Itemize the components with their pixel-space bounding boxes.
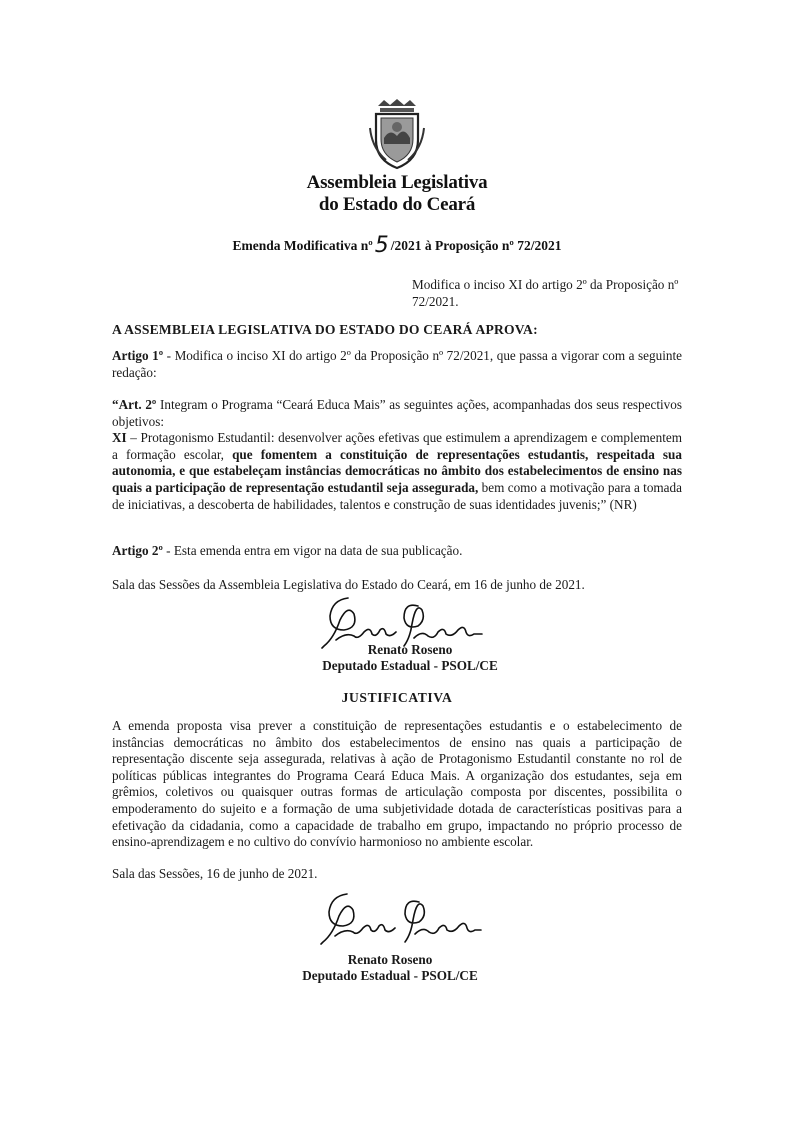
- signer-role-2: Deputado Estadual - PSOL/CE: [302, 968, 478, 983]
- institution-name-line2: do Estado do Ceará: [318, 194, 476, 215]
- amendment-title: [0, 233, 794, 258]
- signer-name-1: Renato Roseno: [367, 642, 453, 657]
- ementa: Modifica o inciso XI do artigo 2º da Proposição nº 72/2021.: [412, 277, 679, 309]
- title-suffix: /2021 à Proposição nº 72/2021: [390, 238, 562, 253]
- approval-heading: A ASSEMBLEIA LEGISLATIVA DO ESTADO DO CEARÁ APROVA:: [112, 322, 538, 337]
- title-prefix: Emenda Modificativa nº: [232, 238, 373, 253]
- article-2: [112, 543, 682, 560]
- signature-2: [315, 888, 485, 950]
- session-date-1: Sala das Sessões da Assembleia Legislativa do Estado do Ceará, em 16 de junho de 2021.: [112, 577, 585, 592]
- session-date-2: Sala das Sessões, 16 de junho de 2021.: [112, 866, 318, 881]
- signer-name-2: Renato Roseno: [347, 952, 433, 967]
- article-1: [112, 348, 682, 381]
- signer-role-1: Deputado Estadual - PSOL/CE: [322, 658, 498, 673]
- coat-of-arms-icon: [366, 98, 428, 170]
- justification-text: A emenda proposta visa prever a constituição de representações estudantis e o estabelecimento de instâncias democráticas no âmbito dos estabelecimentos de ensino nas quais a participação de representação discente seja assegurada, relativas à ação de Protagonismo Estudantil constante no rol de políticas públicas integrantes do Programa Ceará Educa Mais. A organização dos estudantes, seja em grêmios, coletivos ou quaisquer outras formas de articulação composta por discentes, possibilita o empoderamento do sujeito e a formação de uma subjetividade dotada de características positivas para a efetivação da cidadania, como a capacidade de trabalho em grupo, impactando no próprio processo de ensino-aprendizagem e no cultivo do convívio harmonioso no ambiente escolar.: [112, 718, 682, 850]
- justification-heading: JUSTIFICATIVA: [341, 690, 453, 705]
- amended-text-quote: [112, 397, 682, 513]
- quote-art-label: “Art. 2º: [112, 397, 157, 412]
- institution-name-line1: Assembleia Legislativa: [306, 172, 488, 193]
- article-1-text: - Modifica o inciso XI do artigo 2º da Proposição nº 72/2021, que passa a vigorar com a seguinte redação:: [112, 348, 682, 380]
- quote-art-text: Integram o Programa “Ceará Educa Mais” as seguintes ações, acompanhadas dos seus respectivos objetivos:: [112, 397, 682, 429]
- article-1-label: Artigo 1º: [112, 348, 164, 363]
- amendment-number: 5: [374, 233, 389, 258]
- article-2-label: Artigo 2º: [112, 543, 163, 558]
- inciso-text: – Protagonismo Estudantil: desenvolver ações efetivas que estimulem a aprendizagem e complementem a formação escolar,: [112, 430, 682, 462]
- inciso-text-end: bem como a motivação para a tomada de iniciativas, a descoberta de habilidades, talentos e construção de suas identidades juvenis;” (NR): [112, 479, 682, 512]
- inciso-text-bold: que fomentem a constituição de representações estudantis, respeitada sua autonomia, e que estabeleçam instâncias democráticas no âmbito dos estabelecimentos de ensino nas quais a participação de representação estudantil seja assegurada,: [112, 446, 682, 495]
- inciso-label: XI: [112, 430, 127, 446]
- article-2-text: - Esta emenda entra em vigor na data de sua publicação.: [162, 543, 463, 558]
